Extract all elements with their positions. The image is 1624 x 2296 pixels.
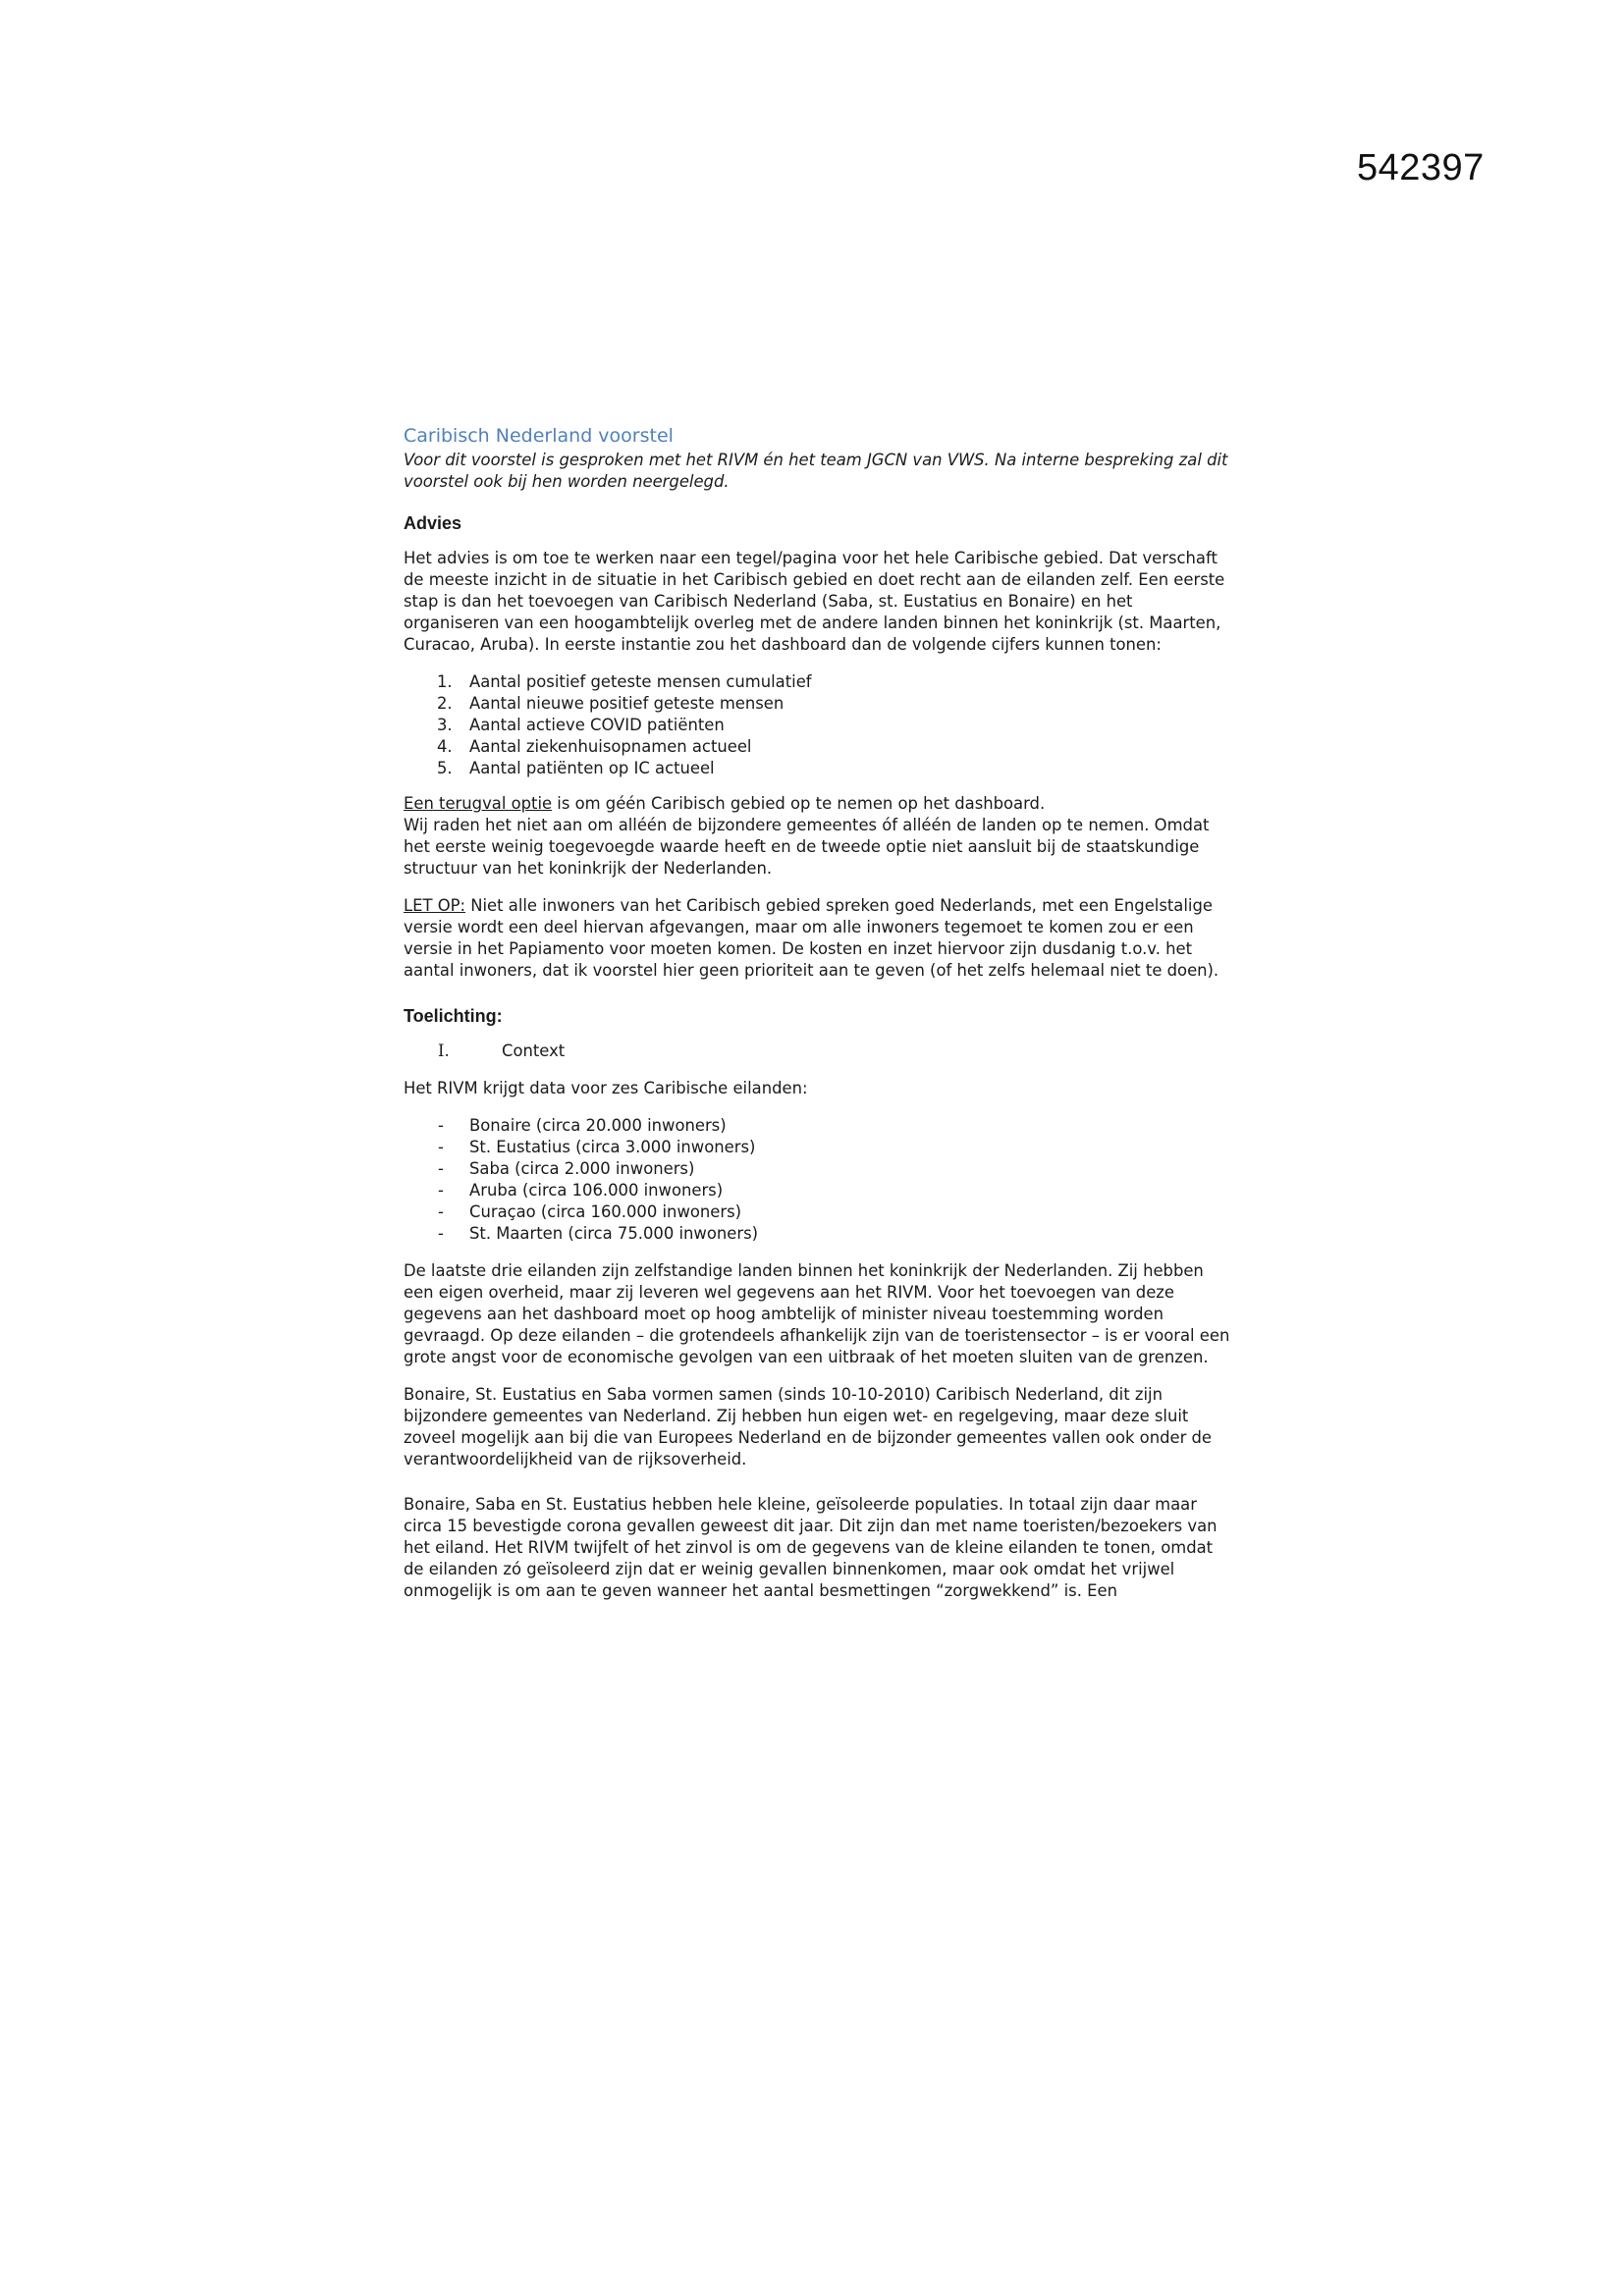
list-item: 3. Aantal actieve COVID patiënten <box>437 716 725 734</box>
intro-text: Voor dit voorstel is gesproken met het RIVM én het team JGCN van VWS. Na interne bespreking zal dit voorstel ook bij hen worden neergelegd. <box>404 451 1228 491</box>
list-item: - Aruba (circa 106.000 inwoners) <box>438 1181 724 1200</box>
note-label: LET OP: <box>404 896 466 915</box>
list-item: 1. Aantal positief geteste mensen cumulatief <box>437 672 812 691</box>
paragraph: Bonaire, St. Eustatius en Saba vormen samen (sinds 10-10-2010) Caribisch Nederland, dit zijn bijzondere gemeentes van Nederland. Zij hebben hun eigen wet- en regelgeving, maar deze sluit zoveel mogelijk aan bij die van Europees Nederland en de bijzonder gemeentes vallen ook onder de verantwoordelijkheid van de rijksoverheid. <box>404 1385 1213 1468</box>
fallback-label: Een terugval optie <box>404 794 553 813</box>
fallback-paragraph <box>404 793 1233 880</box>
section-context <box>404 1041 1233 1062</box>
data-intro: Het RIVM krijgt data voor zes Caribische eilanden: <box>404 1079 808 1097</box>
note-text: Niet alle inwoners van het Caribisch gebied spreken goed Nederlands, met een Engelstalige versie wordt een deel hiervan afgevangen, maar om alle inwoners tegemoet te komen zou er een versie in het Papiamento voor moeten komen. De kosten en inzet hiervoor zijn dusdanig t.o.v. het aantal inwoners, dat ik voorstel hier geen prioriteit aan te geven (of het zelfs helemaal niet te doen). <box>404 896 1219 980</box>
fallback-rest: is om géén Caribisch gebied op te nemen op het dashboard. <box>552 794 1046 813</box>
islands-list <box>404 1115 1233 1245</box>
list-item: 5. Aantal patiënten op IC actueel <box>437 759 715 777</box>
paragraph: Bonaire, Saba en St. Eustatius hebben hele kleine, geïsoleerde populaties. In totaal zijn daar maar circa 15 bevestigde corona gevallen geweest dit jaar. Dit zijn dan met name toeristen/bezoekers van het eiland. Het RIVM twijfelt of het zinvol is om de gegevens van de kleine eilanden te tonen, omdat de eilanden zó geïsoleerd zijn dat er weinig gevallen binnenkomen, maar ook omdat het vrijwel onmogelijk is om aan te geven wanneer het aantal besmettingen “zorgwekkend” is. Een <box>404 1495 1218 1600</box>
section-label: Context <box>502 1041 566 1060</box>
document-body <box>404 424 1233 1618</box>
list-item: 4. Aantal ziekenhuisopnamen actueel <box>437 737 752 756</box>
list-item: - St. Maarten (circa 75.000 inwoners) <box>438 1224 759 1243</box>
list-item: - Curaçao (circa 160.000 inwoners) <box>438 1202 742 1221</box>
advies-paragraph: Het advies is om toe te werken naar een tegel/pagina voor het hele Caribische gebied. Dat verschaft de meeste inzicht in de situatie in het Caribisch gebied en doet recht aan de eilanden zelf. Een eerste stap is dan het toevoegen van Caribisch Nederland (Saba, st. Eustatius en Bonaire) en het organiseren van een hoogambtelijk overleg met de andere landen binnen het koninkrijk (st. Maarten, Curacao, Aruba). In eerste instantie zou het dashboard dan de volgende cijfers kunnen tonen: <box>404 549 1225 654</box>
note-paragraph <box>404 895 1233 982</box>
list-item: 2. Aantal nieuwe positief geteste mensen <box>437 694 785 713</box>
advies-heading: Advies <box>404 513 462 533</box>
roman-numeral: I. <box>438 1041 450 1060</box>
list-item: - Bonaire (circa 20.000 inwoners) <box>438 1116 727 1135</box>
list-item: - St. Eustatius (circa 3.000 inwoners) <box>438 1138 756 1156</box>
metrics-list <box>404 671 1233 779</box>
fallback-explanation: Wij raden het niet aan om alléén de bijzondere gemeentes óf alléén de landen op te nemen. Omdat het eerste weinig toegevoegde waarde heeft en de tweede optie niet aansluit bij de staatskundige structuur van het koninkrijk der Nederlanden. <box>404 816 1210 878</box>
toelichting-heading: Toelichting: <box>404 1006 503 1026</box>
paragraph: De laatste drie eilanden zijn zelfstandige landen binnen het koninkrijk der Nederlanden. Zij hebben een eigen overheid, maar zij leveren wel gegevens aan het RIVM. Voor het toevoegen van deze gegevens aan het dashboard moet op hoog ambtelijk of minister niveau toestemming worden gevraagd. Op deze eilanden – die grotendeels afhankelijk zijn van de toeristensector – is er vooral een grote angst voor de economische gevolgen van een uitbraak of het moeten sluiten van de grenzen. <box>404 1261 1230 1366</box>
document-id: 542397 <box>1357 147 1485 188</box>
document-title: Caribisch Nederland voorstel <box>404 425 674 447</box>
list-item: - Saba (circa 2.000 inwoners) <box>438 1159 695 1178</box>
